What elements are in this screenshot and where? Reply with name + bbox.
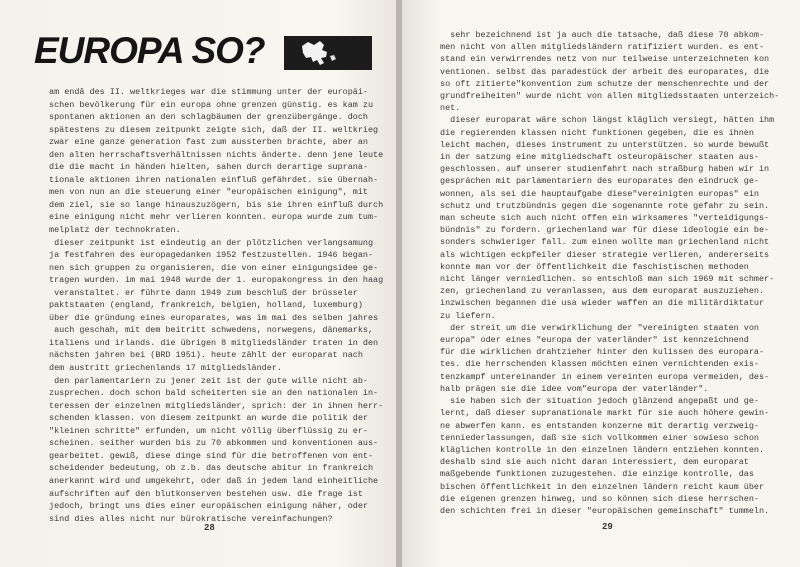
text-line: wonnen, als sei die hauptaufgabe diese"vereinigten europas" ein [440, 188, 759, 199]
text-line: veranstaltet. er führte dann 1949 zum beschluß der brüsseler [49, 287, 358, 298]
text-line: den parlamentariern zu jener zeit ist der gute wille nicht ab- [49, 375, 368, 386]
left-page [0, 0, 396, 567]
text-line: die regierenden klassen nicht funktionen gegeben, die es ihnen [440, 127, 754, 138]
text-line: grundfreiheiten" wurde nicht von allen mitgliedsstaaten unterzeich- [440, 91, 780, 102]
text-line: italiens und irlands. die übrigen 8 mitgliedsländer traten in den [49, 337, 379, 348]
text-line: stand ein verwirrendes netz von nur teilweise unterzeichneten kon [440, 54, 770, 65]
text-line: dem austritt griechenlands 17 mitgliedsländer. [49, 363, 282, 374]
text-line: der streit um die verwirklichung der "vereinigten staaten von [440, 322, 759, 333]
right-page [402, 0, 800, 567]
text-line: ja festfahren des europagedanken 1952 festzustellen. 1946 began- [49, 250, 374, 261]
text-line: tragen wurden. im mai 1948 wurde der 1. europakongress in den haag [49, 275, 384, 286]
text-line: man scheute sich auch nicht offen ein wirksameres "verteidigungs- [440, 213, 770, 224]
text-line: men von nun an die steuerung einer "europäischen einigung", mit [49, 187, 368, 198]
text-line: zu liefern. [440, 310, 496, 321]
text-line: zen, griechenland zu veranlassen, aus dem europarat auszuziehen. [440, 286, 765, 297]
page-number: 28 [204, 523, 215, 533]
text-line: lernt, daß dieser supranationale markt für sie auch höhere gewin- [440, 408, 770, 419]
text-line: am endâ des II. weltkrieges war die stimmung unter der europäi- [49, 87, 368, 97]
text-line: gesprächen mit parlamentariern des europarates den eindruck ge- [440, 176, 759, 187]
text-line: "kleinen schritte" erfunden, um nicht völlig überflüssig zu er- [49, 425, 368, 436]
text-line: melplatz der technokraten. [49, 225, 181, 236]
europe-map-icon [284, 36, 372, 70]
text-line: die eigenen grenzen hinweg, und so können sich diese herrschen- [440, 493, 759, 504]
text-line: tenniederlassungen, daß sie sich vollkommen einer sowieso schon [440, 432, 759, 443]
text-line: eine einigung nicht mehr verlieren konnten. europa wurde zum tum- [49, 212, 379, 223]
text-line: für die wirklichen drahtzieher hinter den kulissen des europara- [440, 347, 765, 358]
text-line: scheinen. seither wurden bis zu 70 abkommen und konventionen aus- [49, 438, 379, 449]
text-line: paktstaaten (england, frankreich, belgien, holland, luxemburg) [49, 300, 363, 311]
text-line: zusprechen. doch schon bald scheiterten sie an den nationalen in- [49, 388, 379, 399]
text-line: europa" oder eines "europa der vaterländer" ist kennzeichnend [440, 335, 749, 346]
text-line: spontanen aktionen an den schlagbäumen der grenzübergänge. doch [49, 112, 368, 123]
text-line: sie haben sich der situation jedoch glänzend angepaßt und ge- [440, 396, 759, 407]
text-line: inzwischen begannen die usa wieder waffen an die militärdiktatur [440, 298, 765, 309]
text-line: tes. die herrschenden klassen möchten einen vernichtenden exis- [440, 359, 759, 370]
text-line: scheidender bedeutung, ob z.b. das deutsche abitur in frankreich [49, 463, 374, 474]
text-line: teressen der einzelnen mitgliedsländer, sprich: der in ihnen herr- [49, 400, 384, 411]
text-line: dem ziel, sie so lange hinauszuzögern, bis sie ihren einfluß durch [49, 199, 384, 210]
text-line: schenden klassen. von diesem zeitpunkt an wurde die politik der [49, 413, 368, 424]
text-line: nächsten jahren bei (BRD 1951). heute zählt der europarat nach [49, 350, 363, 361]
text-line: nen sich gruppen zu organisieren, die von einer einigungsidee ge- [49, 262, 379, 273]
text-line: net. [440, 103, 461, 114]
text-line: nicht länger verniedlichen. so entschloß man sich 1969 mit schmer- [440, 274, 775, 285]
text-line: sind dies alles nicht nur bürokratische vereinfachungen? [49, 513, 333, 524]
text-line: men nicht von allen mitgliedsländern ratifiziert wurden. es ent- [440, 42, 765, 53]
left-body-text [49, 86, 383, 525]
text-line: ventionen. selbst das paradestück der arbeit des europarates, die [440, 66, 770, 77]
text-line: auch geschah, mit dem beitritt schwedens, norwegens, dänemarks, [49, 325, 374, 336]
text-line: sehr bezeichnend ist ja auch die tatsache, daß diese 70 abkom- [440, 30, 765, 40]
text-line: über die gründung eines europarates, was im mai des selben jahres [49, 312, 379, 323]
text-line: ne abwerfen kann. es entstanden konzerne mit derartig verzweig- [440, 420, 759, 431]
text-line: tenzkampf untereinander in einem vereinten europa vermeiden, des- [440, 371, 770, 382]
text-line: konnte man vor der öffentlichkeit die faschistischen methoden [440, 261, 749, 272]
text-line: leicht machen, dieses instrument zu unterstützen. so wurde bewußt [440, 139, 770, 150]
right-body-text [440, 29, 779, 517]
text-line: anerkannt wird und umgekehrt, oder daß in jedem land einheitliche [49, 475, 379, 486]
text-line: maßgebende funktionen zuzugestehen. die einzige kontrolle, das [440, 469, 754, 480]
text-line: dieser zeitpunkt ist eindeutig an der plötzlichen verlangsamung [49, 237, 374, 248]
text-line: deshalb sind sie auch nicht daran interessiert, dem europarat [440, 457, 749, 468]
text-line: schen bevölkerung für ein europa ohne grenzen günstig. es kam zu [49, 99, 374, 110]
text-line: so oft zitierte"konvention zum schutze der menschenrechte und der [440, 78, 770, 89]
text-line: den alten herrschaftsverhältnissen nichts änderte. denn jene leute [49, 149, 384, 160]
page-number: 29 [602, 522, 613, 532]
text-line: zwar eine ganze generation fast zum aussterben brachte, aber an [49, 137, 368, 148]
text-line: als wichtigen eckpfeiler dieser strategie verlieren, andererseits [440, 249, 770, 260]
text-line: kläglichen kontrolle in den einzelnen ländern entziehen konnten. [440, 444, 765, 455]
text-line: halb prägen sie die idee vom"europa der vaterländer". [440, 383, 709, 394]
text-line: sonders schwieriger fall. zum einen wollte man griechenland nicht [440, 237, 770, 248]
text-line: aufschriften auf den blutkonserven bestehen usw. die frage ist [49, 488, 363, 499]
article-title: EUROPA SO? [34, 30, 265, 71]
text-line: jedoch, bringt uns dies einer europäischen einigung näher, oder [49, 501, 368, 512]
text-line: gearbeitet. gewiß, diese dinge sind für die betroffenen von ent- [49, 450, 374, 461]
text-line: in der satzung eine mitgliedschaft osteuropäischer staaten aus- [440, 152, 759, 163]
europe-map-image [284, 36, 372, 70]
text-line: bischen öffentlichkeit in den einzelnen ländern reicht kaum über [440, 481, 765, 492]
text-line: die die macht in händen hielten, sahen durch derartige suprana- [49, 162, 368, 173]
text-line: tionale aktionen ihren nationalen einfluß gefährdet. sie übernah- [49, 174, 379, 185]
text-line: den schichten frei in dieser "europäischen gemeinschaft" tummeln. [440, 505, 770, 516]
text-line: schutz und trutzbündnis gegen die sogenannte rote gefahr zu sein. [440, 200, 770, 211]
text-line: geschlossen. auf unserer studienfahrt nach straßburg haben wir in [440, 164, 770, 175]
text-line: bündnis" zu fordern. griechenland war für diese ideologie ein be- [440, 225, 770, 236]
text-line: dieser europarat wäre schon längst kläglich versiegt, hätten ihm [440, 115, 775, 126]
text-line: spätestens zu diesem zeitpunkt zeigte sich, daß der II. weltkrieg [49, 124, 379, 135]
